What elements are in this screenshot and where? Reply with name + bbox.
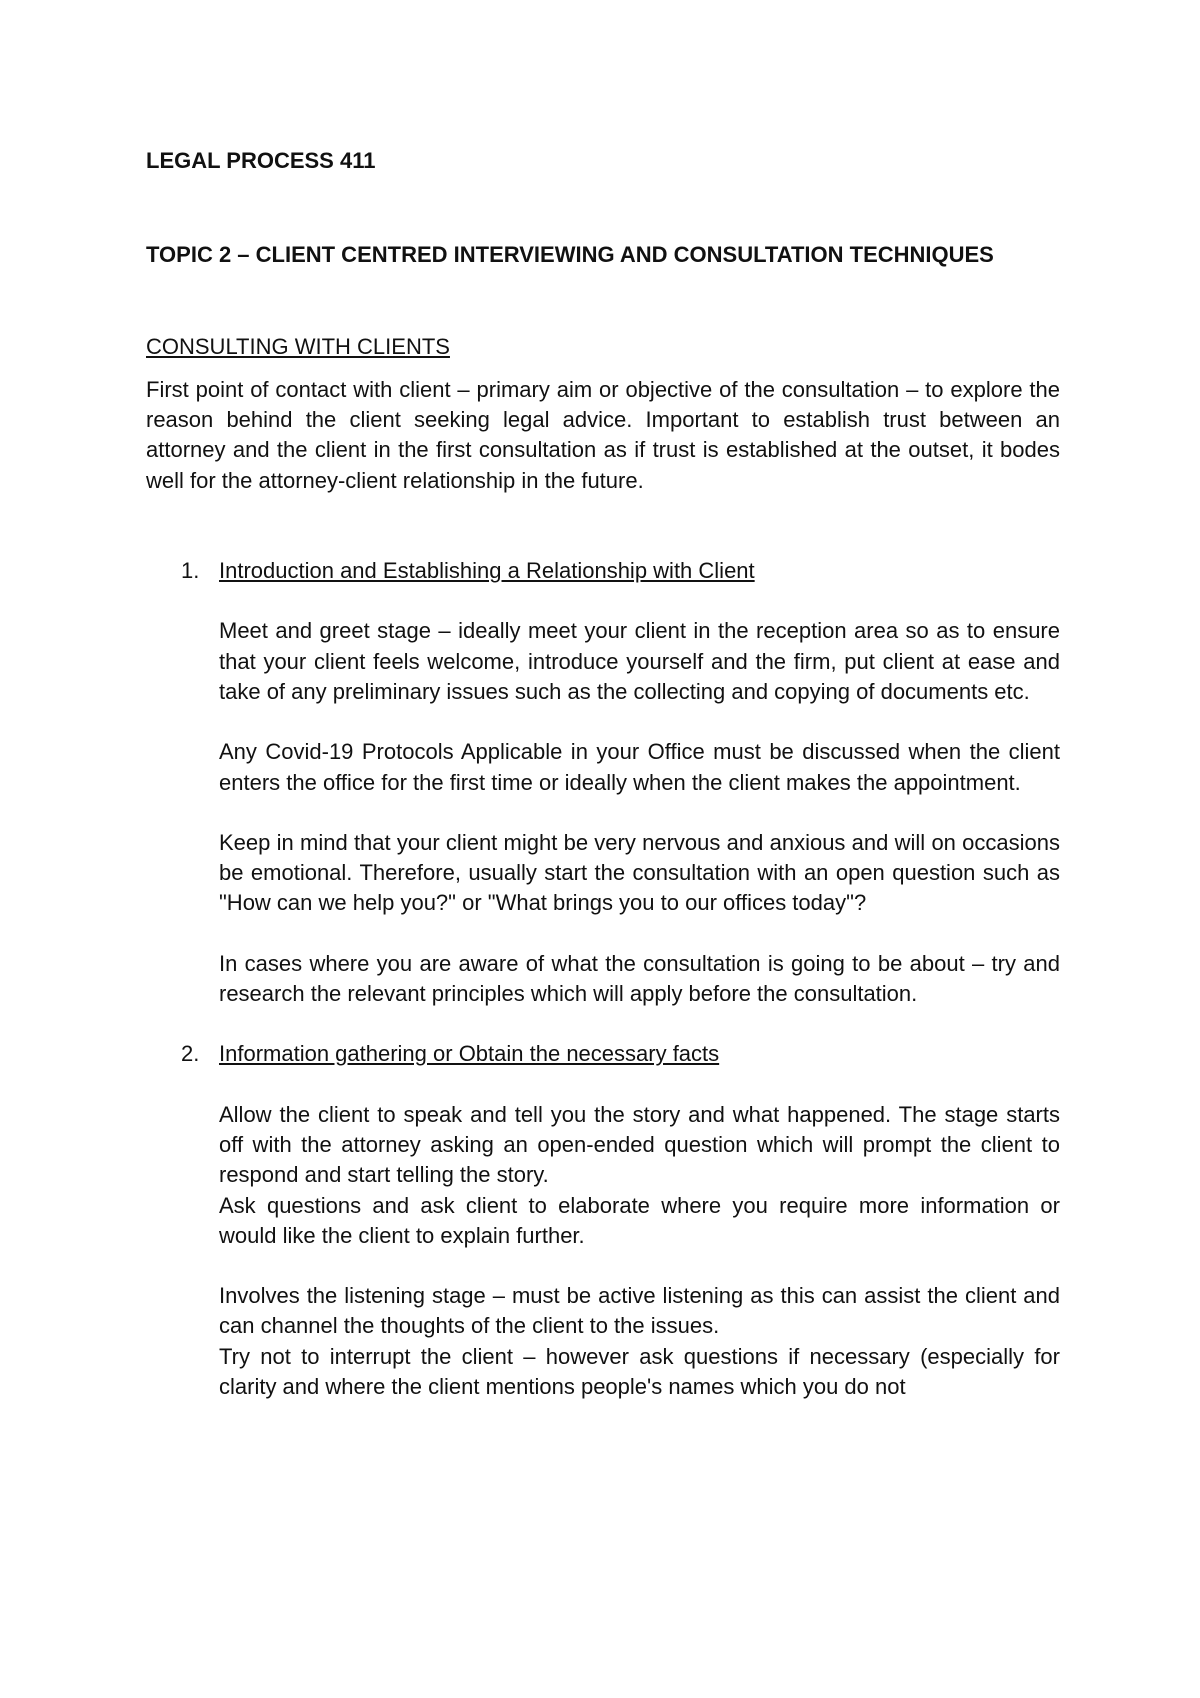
item-paragraph: Ask questions and ask client to elaborate where you require more information or would like the client to explain further. bbox=[219, 1192, 1060, 1248]
item-paragraph: Meet and greet stage – ideally meet your client in the reception area so as to ensure that your client feels welcome, introduce yourself and the firm, put client at ease and take of any preliminary issues such as the collecting and copying of documents etc. bbox=[219, 618, 1060, 704]
numbered-list bbox=[146, 556, 1060, 1402]
item-paragraph: Allow the client to speak and tell you the story and what happened. The stage starts off with the attorney asking an open-ended question which will prompt the client to respond and start telling the story. bbox=[219, 1101, 1060, 1188]
item-heading: Introduction and Establishing a Relationship with Client bbox=[219, 558, 755, 584]
item-paragraph: Try not to interrupt the client – however ask questions if necessary (especially for clarity and where the client mentions people's names which you do not bbox=[219, 1343, 1060, 1400]
list-item bbox=[146, 1039, 1060, 1402]
item-number: 2. bbox=[181, 1041, 200, 1067]
section-heading: CONSULTING WITH CLIENTS bbox=[146, 333, 450, 359]
document-body bbox=[146, 146, 1060, 1402]
list-item bbox=[146, 556, 1060, 1009]
item-heading: Information gathering or Obtain the necessary facts bbox=[219, 1041, 720, 1067]
intro-paragraph: First point of contact with client – primary aim or objective of the consultation – to explore the reason behind the client seeking legal advice. Important to establish trust between an attorney and the client in the first consultation as if trust is established at the outset, it bodes well for the attorney-client relationship in the future. bbox=[146, 376, 1060, 493]
item-paragraph: In cases where you are aware of what the consultation is going to be about – try and research the relevant principles which will apply before the consultation. bbox=[219, 950, 1060, 1007]
item-paragraph: Keep in mind that your client might be very nervous and anxious and will on occasions be emotional. Therefore, usually start the consultation with an open question such as "How can we help you?" or "What brings you to our offices today"? bbox=[219, 829, 1060, 916]
course-title: LEGAL PROCESS 411 bbox=[146, 148, 376, 173]
item-number: 1. bbox=[181, 558, 200, 584]
item-paragraph: Any Covid-19 Protocols Applicable in your Office must be discussed when the client enters the office for the first time or ideally when the client makes the appointment. bbox=[219, 739, 1060, 795]
topic-title: TOPIC 2 – CLIENT CENTRED INTERVIEWING AND CONSULTATION TECHNIQUES bbox=[146, 242, 994, 268]
item-paragraph: Involves the listening stage – must be active listening as this can assist the client and can channel the thoughts of the client to the issues. bbox=[219, 1283, 1060, 1339]
